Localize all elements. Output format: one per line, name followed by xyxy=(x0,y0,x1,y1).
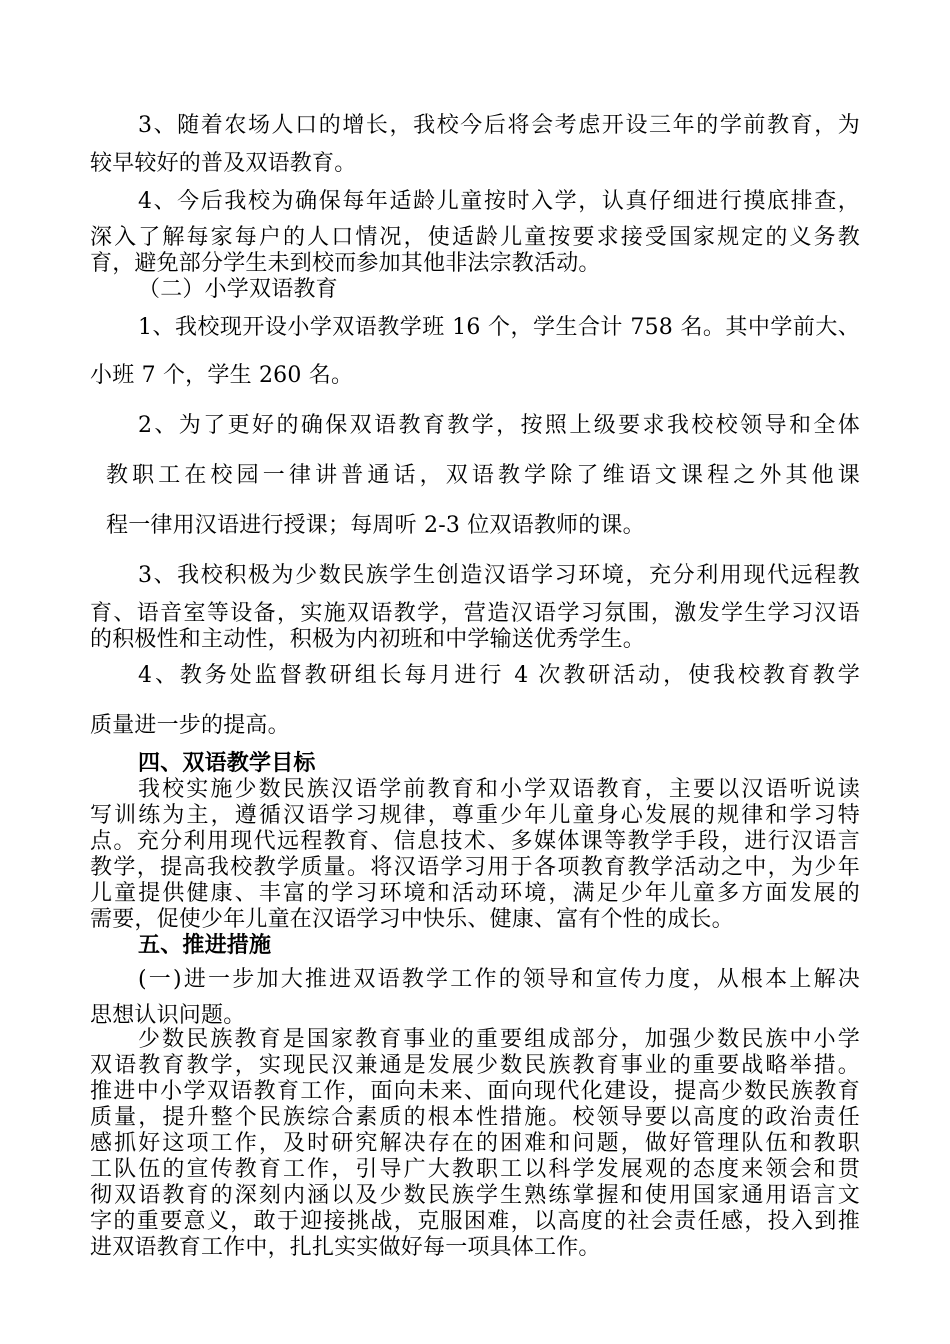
text-line: 教职工在校园一律讲普通话，双语教学除了维语文课程之外其他课 xyxy=(106,463,860,488)
section-heading: （二）小学双语教育 xyxy=(138,277,338,302)
text-line: (一)进一步加大推进双语教学工作的领导和宣传力度，从根本上解决 xyxy=(138,967,860,992)
text-line: 深入了解每家每户的人口情况，使适龄儿童按要求接受国家规定的义务教 xyxy=(90,225,860,250)
text-line: 育，避免部分学生未到校而参加其他非法宗教活动。 xyxy=(90,251,601,276)
text-line: 双语教育教学，实现民汉兼通是发展少数民族教育事业的重要战略举措。 xyxy=(90,1053,860,1078)
text-line: 1、我校现开设小学双语教学班 16 个，学生合计 758 名。其中学前大、 xyxy=(138,315,860,340)
text-line: 质量进一步的提高。 xyxy=(90,713,290,738)
text-line: 2、为了更好的确保双语教育教学，按照上级要求我校校领导和全体 xyxy=(138,413,860,438)
text-line: 彻双语教育的深刻内涵以及少数民族学生熟练掌握和使用国家通用语言文 xyxy=(90,1183,860,1208)
text-line: 4、教务处监督教研组长每月进行 4 次教研活动，使我校教育教学 xyxy=(138,663,860,688)
text-line: 推进中小学双语教育工作，面向未来、面向现代化建设，提高少数民族教育 xyxy=(90,1079,860,1104)
section-heading: 五、推进措施 xyxy=(138,932,272,958)
text-line: 进双语教育工作中，扎扎实实做好每一项具体工作。 xyxy=(90,1235,601,1260)
text-line: 4、今后我校为确保每年适龄儿童按时入学，认真仔细进行摸底排查， xyxy=(138,189,860,214)
text-line: 需要，促使少年儿童在汉语学习中快乐、健康、富有个性的成长。 xyxy=(90,907,734,932)
text-line: 较早较好的普及双语教育。 xyxy=(90,151,357,176)
text-line: 教学，提高我校教学质量。将汉语学习用于各项教育教学活动之中，为少年 xyxy=(90,855,860,880)
text-line: 工队伍的宣传教育工作，引导广大教职工以科学发展观的态度来领会和贯 xyxy=(90,1157,860,1182)
text-line: 写训练为主，遵循汉语学习规律，尊重少年儿童身心发展的规律和学习特 xyxy=(90,803,860,828)
section-heading: 四、双语教学目标 xyxy=(138,750,316,776)
text-line: 我校实施少数民族汉语学前教育和小学双语教育，主要以汉语听说读 xyxy=(138,777,860,802)
text-line: 质量，提升整个民族综合素质的根本性措施。校领导要以高度的政治责任 xyxy=(90,1105,860,1130)
text-line: 程一律用汉语进行授课；每周听 2-3 位双语教师的课。 xyxy=(106,513,645,538)
text-line: 少数民族教育是国家教育事业的重要组成部分，加强少数民族中小学 xyxy=(138,1027,860,1052)
text-line: 3、我校积极为少数民族学生创造汉语学习环境，充分利用现代远程教 xyxy=(138,563,860,588)
text-line: 的积极性和主动性，积极为内初班和中学输送优秀学生。 xyxy=(90,627,646,652)
text-line: 点。充分利用现代远程教育、信息技术、多媒体课等教学手段，进行汉语言 xyxy=(90,829,860,854)
text-line: 小班 7 个，学生 260 名。 xyxy=(90,363,354,388)
text-line: 字的重要意义，敢于迎接挑战，克服困难，以高度的社会责任感，投入到推 xyxy=(90,1209,860,1234)
text-line: 育、语音室等设备，实施双语教学，营造汉语学习氛围，激发学生学习汉语 xyxy=(90,601,860,626)
text-line: 3、随着农场人口的增长，我校今后将会考虑开设三年的学前教育，为 xyxy=(138,113,860,138)
text-line: 感抓好这项工作，及时研究解决存在的困难和问题，做好管理队伍和教职 xyxy=(90,1131,860,1156)
text-line: 思想认识问题。 xyxy=(90,1003,246,1028)
text-line: 儿童提供健康、丰富的学习环境和活动环境，满足少年儿童多方面发展的 xyxy=(90,881,860,906)
